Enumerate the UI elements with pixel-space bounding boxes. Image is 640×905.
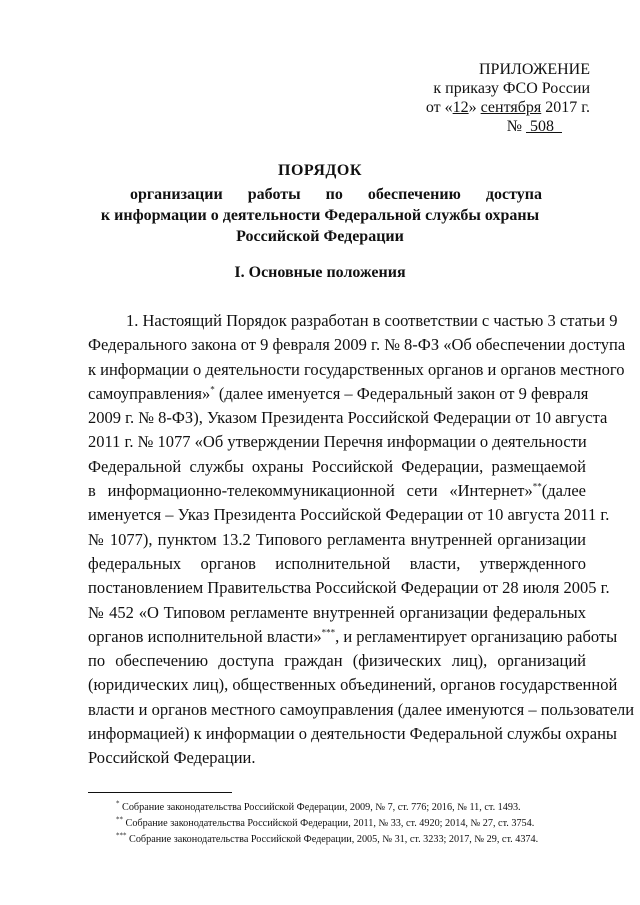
footnote-1: * Собрание законодательства Российской Федерации, 2009, № 7, ст. 776; 2016, № 11, ст. 1493. <box>116 799 521 813</box>
title-line-2: к информации о деятельности Федеральной службы охраны <box>100 207 540 224</box>
footnote-2: ** Собрание законодательства Российской Федерации, 2011, № 33, ст. 4920; 2014, № 27, ст. 3754. <box>116 815 535 829</box>
appendix-number: № 508 <box>390 117 590 136</box>
footnote-3: *** Собрание законодательства Российской Федерации, 2005, № 31, ст. 3233; 2017, № 29, ст. 4374. <box>116 831 539 845</box>
title-heading: ПОРЯДОК <box>278 162 362 179</box>
footnote-mark: *** <box>321 627 336 638</box>
footnotes <box>116 800 596 848</box>
footnote-divider <box>88 792 232 793</box>
paragraph-line: органов исполнительной власти»***, и регламентирует организацию работы <box>88 626 618 646</box>
paragraph-line: именуется – Указ Президента Российской Федерации от 10 августа 2011 г. <box>88 505 610 525</box>
footnote-mark: * <box>210 384 215 395</box>
document-title <box>90 160 550 247</box>
paragraph-line: власти и органов местного самоуправления (далее именуются – пользователи <box>88 699 635 719</box>
appendix-number-value: 508 <box>530 118 554 135</box>
paragraph-line: федеральных органов исполнительной власти, утвержденного <box>88 553 586 573</box>
paragraph-line: Российской Федерации. <box>88 748 256 768</box>
paragraph-line: самоуправления»* (далее именуется – Федеральный закон от 9 февраля <box>88 383 589 403</box>
paragraph-line: 2009 г. № 8-ФЗ), Указом Президента Российской Федерации от 10 августа <box>88 408 608 428</box>
appendix-block <box>390 60 590 136</box>
title-line-1: организации работы по обеспечению доступа <box>130 186 542 203</box>
paragraph-line: № 1077), пунктом 13.2 Типового регламента внутренней организации <box>88 529 586 549</box>
paragraph-line: по обеспечению доступа граждан (физических лиц), организаций <box>88 651 586 671</box>
appendix-month: сентября <box>480 99 542 116</box>
paragraph-1 <box>88 309 635 771</box>
paragraph-line: № 452 «О Типовом регламенте внутренней организации федеральных <box>88 602 586 622</box>
appendix-date: от «12» сентября 2017 г. <box>425 99 590 116</box>
paragraph-line: в информационно-телекоммуникационной сети «Интернет»**(далее <box>88 481 586 501</box>
paragraph-line: 1. Настоящий Порядок разработан в соответствии с частью 3 статьи 9 <box>126 311 618 330</box>
section-heading: I. Основные положения <box>234 264 406 281</box>
appendix-order-ref: к приказу ФСО России <box>433 80 590 97</box>
appendix-title: ПРИЛОЖЕНИЕ <box>478 61 590 78</box>
paragraph-line: 2011 г. № 1077 «Об утверждении Перечня информации о деятельности <box>88 432 587 452</box>
footnote-mark: ** <box>532 481 542 492</box>
paragraph-line: Федеральной службы охраны Российской Федерации, размещаемой <box>88 456 586 476</box>
appendix-year: 2017 г. <box>545 99 590 116</box>
paragraph-line: Федерального закона от 9 февраля 2009 г. № 8-ФЗ «Об обеспечении доступа <box>88 335 626 355</box>
paragraph-line: к информации о деятельности государственных органов и органов местного <box>88 359 625 379</box>
paragraph-line: (юридических лиц), общественных объединений, органов государственной <box>88 675 618 695</box>
paragraph-line: информацией) к информации о деятельности Федеральной службы охраны <box>88 724 617 744</box>
title-line-3: Российской Федерации <box>236 228 404 245</box>
paragraph-line: постановлением Правительства Российской Федерации от 28 июля 2005 г. <box>88 578 610 598</box>
appendix-day: 12 <box>452 99 469 116</box>
